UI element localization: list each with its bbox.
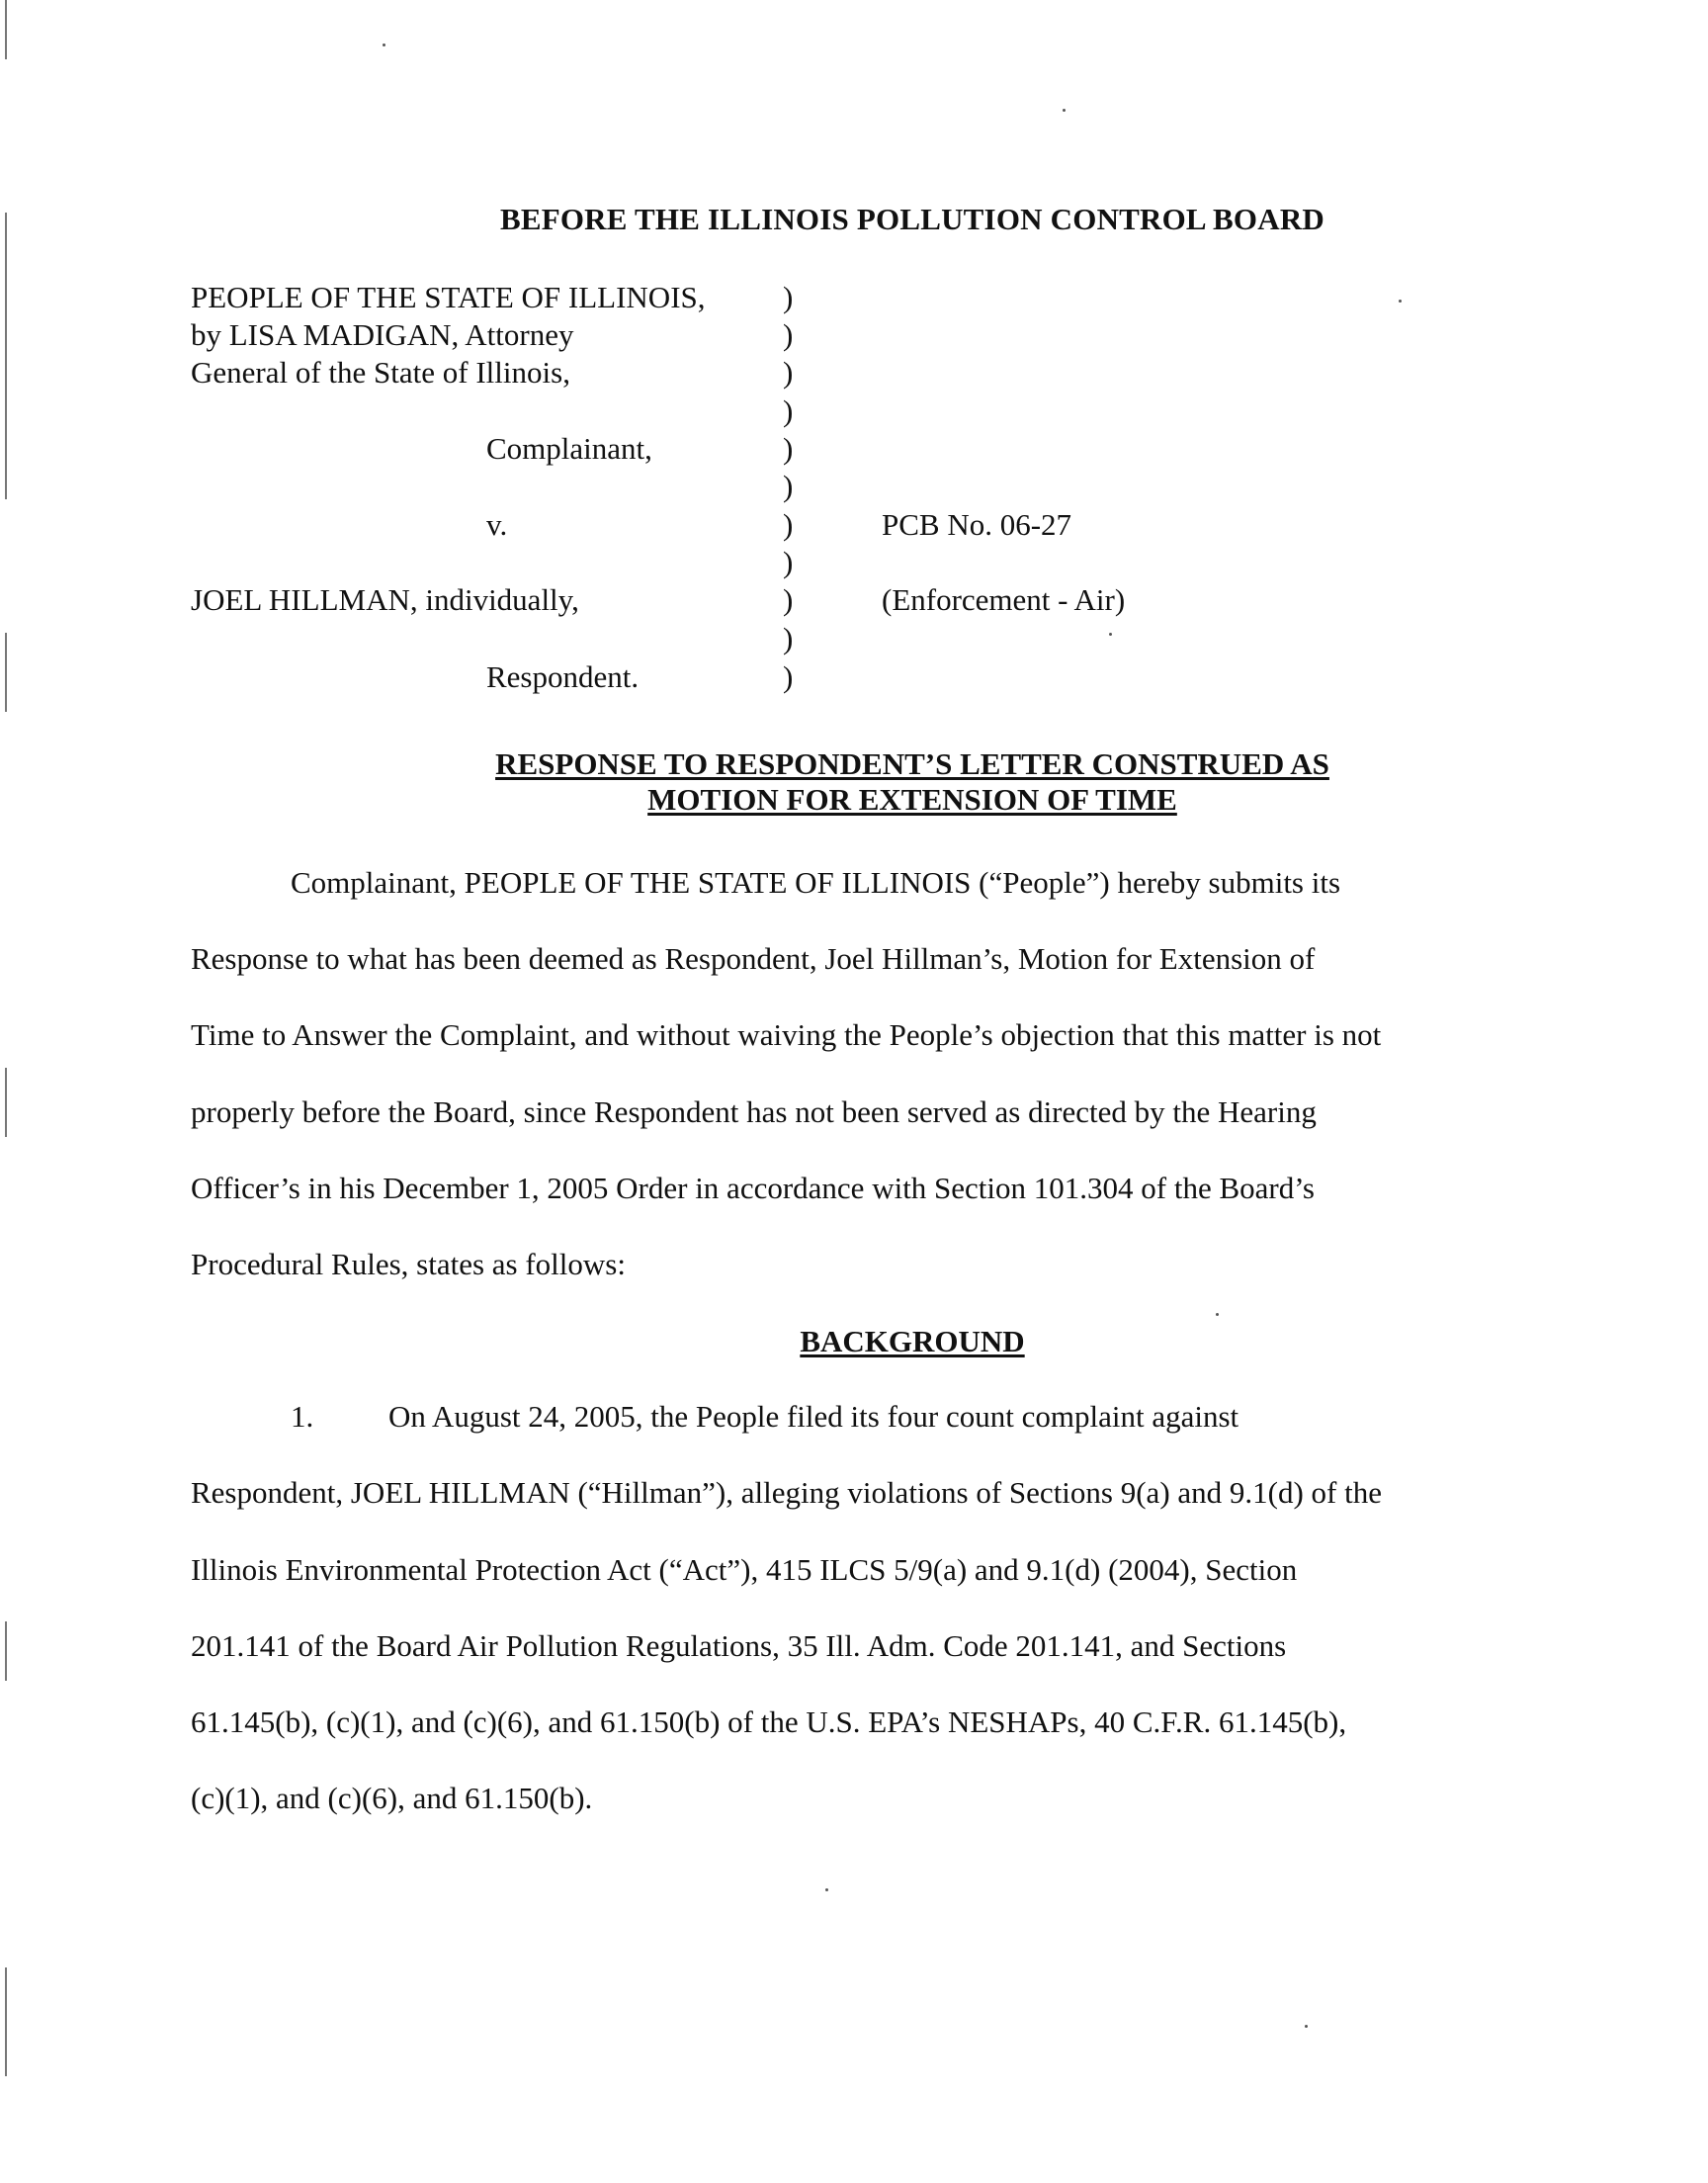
respondent-label: Respondent. bbox=[486, 659, 640, 694]
caption-paren: ) bbox=[783, 582, 794, 617]
scan-edge-mark bbox=[5, 213, 7, 499]
intro-line: properly before the Board, since Respondent has not been served as directed by the Hearing bbox=[191, 1094, 1317, 1129]
intro-line: Complainant, PEOPLE OF THE STATE OF ILLINOIS (“People”) hereby submits its bbox=[291, 865, 1341, 900]
board-title: BEFORE THE ILLINOIS POLLUTION CONTROL BOARD bbox=[499, 202, 1325, 236]
plaintiff-counsel-title: General of the State of Illinois, bbox=[191, 355, 570, 390]
caption-paren: ) bbox=[783, 280, 794, 314]
plaintiff-name: PEOPLE OF THE STATE OF ILLINOIS, bbox=[191, 280, 706, 314]
caption-paren: ) bbox=[783, 317, 794, 352]
section-heading-background: BACKGROUND bbox=[800, 1324, 1025, 1358]
caption-paren: ) bbox=[783, 545, 794, 579]
paragraph-line: 61.145(b), (c)(1), and (c)(6), and 61.150(b) of the U.S. EPA’s NESHAPs, 40 C.F.R. 61.145(b), bbox=[191, 1704, 1347, 1739]
paragraph-line: Respondent, JOEL HILLMAN (“Hillman”), alleging violations of Sections 9(a) and 9.1(d) of the bbox=[191, 1475, 1382, 1510]
caption-paren: ) bbox=[783, 355, 794, 390]
scan-speck bbox=[1216, 1313, 1219, 1316]
intro-line: Officer’s in his December 1, 2005 Order in accordance with Section 101.304 of the Board’s bbox=[191, 1171, 1315, 1205]
scan-edge-mark bbox=[5, 1967, 7, 2076]
case-type: (Enforcement - Air) bbox=[882, 582, 1126, 617]
scan-speck bbox=[1305, 2025, 1308, 2028]
scan-speck bbox=[383, 44, 385, 46]
document-title-line-2: MOTION FOR EXTENSION OF TIME bbox=[647, 782, 1177, 817]
scan-edge-mark bbox=[5, 1621, 7, 1681]
respondent-name: JOEL HILLMAN, individually, bbox=[191, 582, 579, 617]
scan-speck bbox=[1109, 633, 1112, 636]
caption-paren: ) bbox=[783, 507, 794, 542]
intro-line: Procedural Rules, states as follows: bbox=[191, 1247, 626, 1281]
scan-speck bbox=[1399, 300, 1402, 303]
document-title-line-1: RESPONSE TO RESPONDENT’S LETTER CONSTRUED AS bbox=[495, 746, 1329, 781]
plaintiff-counsel: by LISA MADIGAN, Attorney bbox=[191, 317, 574, 352]
caption-paren: ) bbox=[783, 621, 794, 655]
complainant-label: Complainant, bbox=[486, 431, 652, 466]
scan-speck bbox=[1063, 109, 1066, 112]
caption-paren: ) bbox=[783, 659, 794, 694]
case-number: PCB No. 06-27 bbox=[882, 507, 1072, 542]
scan-edge-mark bbox=[5, 1068, 7, 1137]
caption-paren: ) bbox=[783, 431, 794, 466]
paragraph-line: 201.141 of the Board Air Pollution Regulations, 35 Ill. Adm. Code 201.141, and Sections bbox=[191, 1628, 1287, 1663]
versus-label: v. bbox=[486, 507, 508, 542]
paragraph-number: 1. bbox=[291, 1399, 314, 1434]
intro-line: Time to Answer the Complaint, and without waiving the People’s objection that this matter is not bbox=[191, 1017, 1382, 1052]
scan-edge-mark bbox=[5, 633, 7, 712]
intro-line: Response to what has been deemed as Respondent, Joel Hillman’s, Motion for Extension of bbox=[191, 941, 1316, 976]
caption-paren: ) bbox=[783, 393, 794, 428]
paragraph-line: (c)(1), and (c)(6), and 61.150(b). bbox=[191, 1781, 593, 1815]
scan-edge-mark bbox=[5, 0, 7, 59]
scan-speck bbox=[825, 1888, 828, 1891]
paragraph-line: On August 24, 2005, the People filed its four count complaint against bbox=[388, 1399, 1239, 1434]
caption-paren: ) bbox=[783, 469, 794, 503]
paragraph-line: Illinois Environmental Protection Act (“Act”), 415 ILCS 5/9(a) and 9.1(d) (2004), Section bbox=[191, 1552, 1298, 1587]
